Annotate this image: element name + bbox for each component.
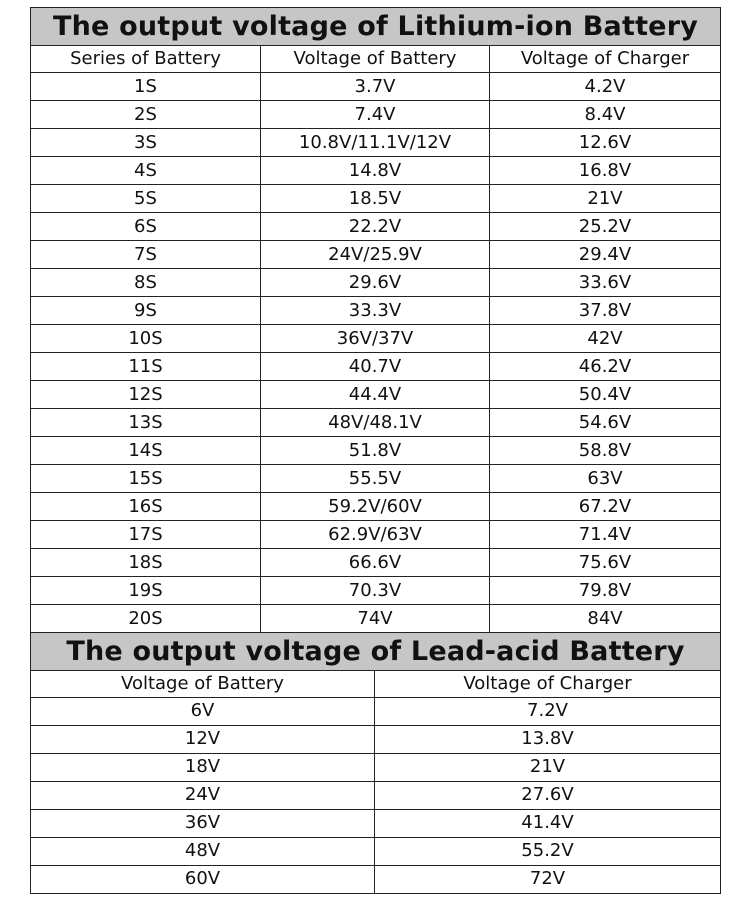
table-row xyxy=(31,837,721,865)
table-row xyxy=(31,549,721,577)
table-cell: 51.8V xyxy=(261,437,490,465)
table-row xyxy=(31,865,721,893)
table-cell: 67.2V xyxy=(490,493,721,521)
table-cell: 7S xyxy=(31,241,261,269)
table-cell: 74V xyxy=(261,605,490,633)
table-cell: 12S xyxy=(31,381,261,409)
table-cell: 72V xyxy=(375,865,721,893)
table-cell: 18.5V xyxy=(261,185,490,213)
table-cell: 6S xyxy=(31,213,261,241)
table-cell: 19S xyxy=(31,577,261,605)
table-cell: 29.4V xyxy=(490,241,721,269)
table-cell: 18V xyxy=(31,753,375,781)
table-cell: 33.6V xyxy=(490,269,721,297)
table-cell: 70.3V xyxy=(261,577,490,605)
table-cell: 24V/25.9V xyxy=(261,241,490,269)
table-cell: 50.4V xyxy=(490,381,721,409)
column-header: Voltage of Charger xyxy=(490,46,721,73)
table-cell: 11S xyxy=(31,353,261,381)
column-header: Voltage of Charger xyxy=(375,670,721,697)
table-row xyxy=(31,297,721,325)
table-row xyxy=(31,213,721,241)
table-cell: 15S xyxy=(31,465,261,493)
table-cell: 20S xyxy=(31,605,261,633)
table-cell: 5S xyxy=(31,185,261,213)
table-cell: 44.4V xyxy=(261,381,490,409)
voltage-tables xyxy=(30,7,720,894)
table-cell: 21V xyxy=(375,753,721,781)
table-row xyxy=(31,493,721,521)
table-row xyxy=(31,101,721,129)
table-cell: 36V/37V xyxy=(261,325,490,353)
table-cell: 36V xyxy=(31,809,375,837)
table-cell: 27.6V xyxy=(375,781,721,809)
table-row xyxy=(31,521,721,549)
table-cell: 29.6V xyxy=(261,269,490,297)
table-row xyxy=(31,129,721,157)
table-cell: 41.4V xyxy=(375,809,721,837)
table-cell: 25.2V xyxy=(490,213,721,241)
table-cell: 9S xyxy=(31,297,261,325)
table-cell: 3S xyxy=(31,129,261,157)
table-cell: 63V xyxy=(490,465,721,493)
table-row xyxy=(31,381,721,409)
table-cell: 1S xyxy=(31,73,261,101)
table-cell: 58.8V xyxy=(490,437,721,465)
table-row xyxy=(31,269,721,297)
table-cell: 42V xyxy=(490,325,721,353)
table-cell: 16S xyxy=(31,493,261,521)
table-cell: 48V xyxy=(31,837,375,865)
table-cell: 22.2V xyxy=(261,213,490,241)
table-cell: 55.2V xyxy=(375,837,721,865)
table-row xyxy=(31,809,721,837)
table-cell: 33.3V xyxy=(261,297,490,325)
table-row xyxy=(31,725,721,753)
table-cell: 79.8V xyxy=(490,577,721,605)
table-cell: 14S xyxy=(31,437,261,465)
table-row xyxy=(31,753,721,781)
lithium-ion-title: The output voltage of Lithium-ion Battery xyxy=(31,8,721,46)
table-row xyxy=(31,325,721,353)
lithium-ion-header-row xyxy=(31,46,721,73)
column-header: Voltage of Battery xyxy=(261,46,490,73)
table-cell: 8S xyxy=(31,269,261,297)
lead-acid-title: The output voltage of Lead-acid Battery xyxy=(31,632,721,670)
table-row xyxy=(31,605,721,633)
table-row xyxy=(31,157,721,185)
table-row xyxy=(31,465,721,493)
lead-acid-rows xyxy=(31,697,721,893)
table-cell: 55.5V xyxy=(261,465,490,493)
table-cell: 37.8V xyxy=(490,297,721,325)
table-cell: 10.8V/11.1V/12V xyxy=(261,129,490,157)
lead-acid-table xyxy=(30,632,721,894)
table-cell: 40.7V xyxy=(261,353,490,381)
table-row xyxy=(31,577,721,605)
table-row xyxy=(31,697,721,725)
table-cell: 84V xyxy=(490,605,721,633)
table-cell: 71.4V xyxy=(490,521,721,549)
table-cell: 7.2V xyxy=(375,697,721,725)
table-cell: 8.4V xyxy=(490,101,721,129)
table-cell: 10S xyxy=(31,325,261,353)
table-cell: 24V xyxy=(31,781,375,809)
lithium-ion-rows xyxy=(31,73,721,633)
table-cell: 4S xyxy=(31,157,261,185)
table-cell: 12.6V xyxy=(490,129,721,157)
table-cell: 2S xyxy=(31,101,261,129)
column-header: Voltage of Battery xyxy=(31,670,375,697)
table-cell: 14.8V xyxy=(261,157,490,185)
table-cell: 12V xyxy=(31,725,375,753)
table-cell: 60V xyxy=(31,865,375,893)
table-cell: 13.8V xyxy=(375,725,721,753)
table-cell: 18S xyxy=(31,549,261,577)
table-cell: 21V xyxy=(490,185,721,213)
lithium-ion-table xyxy=(30,7,721,633)
table-cell: 59.2V/60V xyxy=(261,493,490,521)
table-cell: 66.6V xyxy=(261,549,490,577)
table-cell: 48V/48.1V xyxy=(261,409,490,437)
table-row xyxy=(31,241,721,269)
table-cell: 46.2V xyxy=(490,353,721,381)
table-cell: 6V xyxy=(31,697,375,725)
table-cell: 4.2V xyxy=(490,73,721,101)
table-cell: 75.6V xyxy=(490,549,721,577)
table-cell: 13S xyxy=(31,409,261,437)
table-cell: 62.9V/63V xyxy=(261,521,490,549)
lead-acid-header-row xyxy=(31,670,721,697)
column-header: Series of Battery xyxy=(31,46,261,73)
table-cell: 17S xyxy=(31,521,261,549)
table-row xyxy=(31,409,721,437)
table-cell: 16.8V xyxy=(490,157,721,185)
table-row xyxy=(31,73,721,101)
table-cell: 54.6V xyxy=(490,409,721,437)
table-row xyxy=(31,185,721,213)
table-cell: 7.4V xyxy=(261,101,490,129)
table-cell: 3.7V xyxy=(261,73,490,101)
table-row xyxy=(31,437,721,465)
table-row xyxy=(31,353,721,381)
table-row xyxy=(31,781,721,809)
